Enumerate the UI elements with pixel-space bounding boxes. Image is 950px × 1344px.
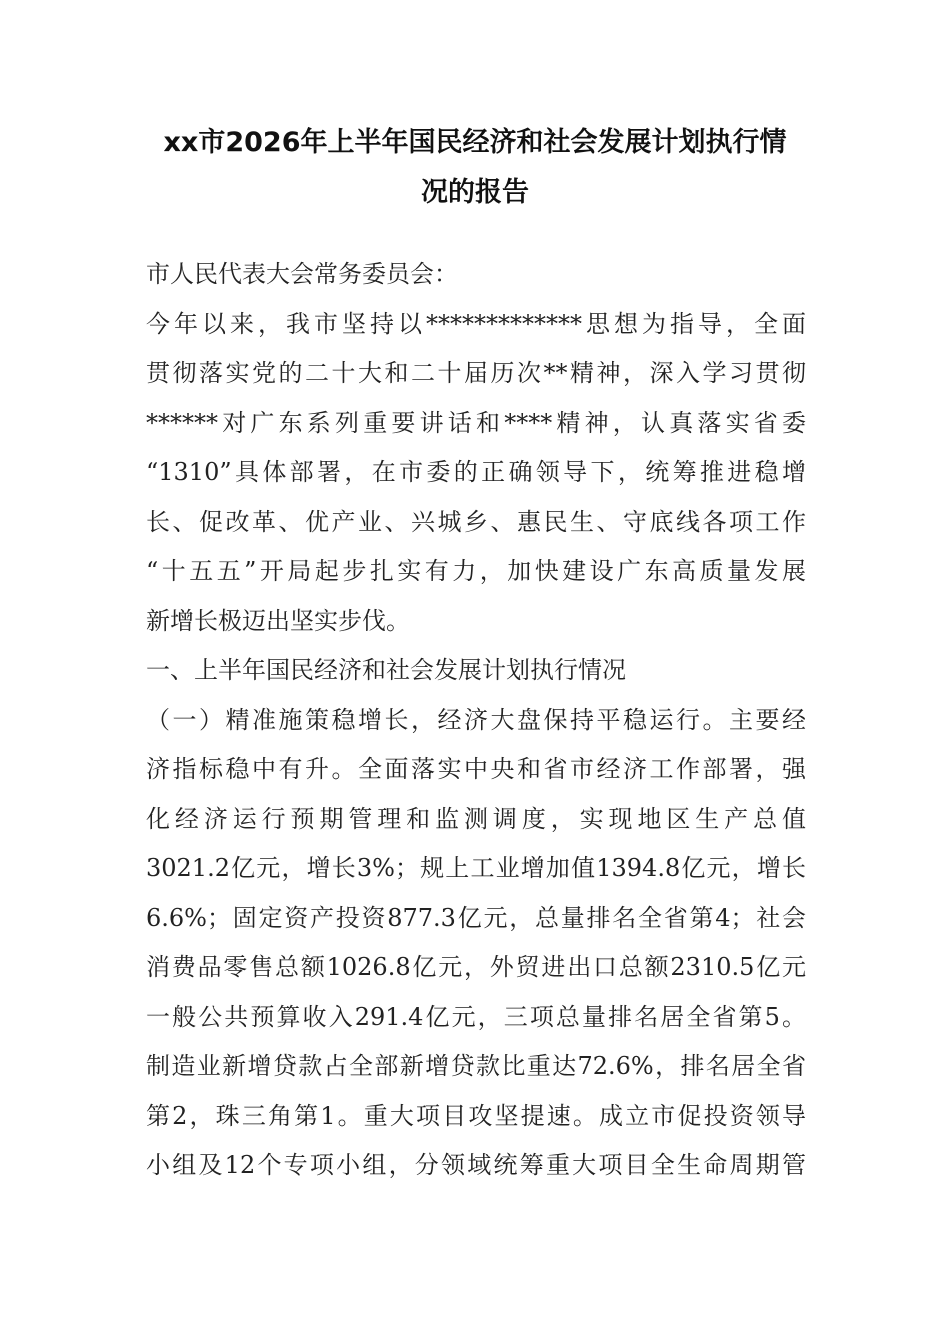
paragraph-line: 一般公共预算收入291.4亿元，三项总量排名居全省第5。 (146, 1002, 806, 1031)
salutation: 市人民代表大会常务委员会： (146, 260, 458, 288)
paragraph-line: 小组及12个专项小组，分领域统筹重大项目全生命周期管 (146, 1151, 806, 1179)
paragraph-line: 消费品零售总额1026.8亿元，外贸进出口总额2310.5亿元 (146, 953, 806, 981)
paragraph-line: ******对广东系列重要讲话和****精神，认真落实省委 (146, 408, 806, 437)
title-line-2: 况的报告 (421, 177, 529, 208)
paragraph-line: （一）精准施策稳增长，经济大盘保持平稳运行。主要经 (146, 705, 806, 734)
paragraph-line: 制造业新增贷款占全部新增贷款比重达72.6%，排名居全省 (146, 1052, 806, 1080)
document-body (146, 250, 806, 1191)
paragraph-line: 济指标稳中有升。全面落实中央和省市经济工作部署，强 (146, 755, 806, 783)
document-title (130, 118, 820, 218)
paragraph-line: 6.6%；固定资产投资877.3亿元，总量排名全省第4；社会 (146, 903, 806, 932)
paragraph-line: 第2，珠三角第1。重大项目攻坚提速。成立市促投资领导 (146, 1101, 806, 1130)
paragraph-line: 新增长极迈出坚实步伐。 (146, 606, 410, 635)
paragraph-line: “十五五”开局起步扎实有力，加快建设广东高质量发展 (146, 557, 806, 585)
paragraph-line: 贯彻落实党的二十大和二十届历次**精神，深入学习贯彻 (146, 359, 806, 387)
paragraph-line: “1310”具体部署，在市委的正确领导下，统筹推进稳增 (146, 458, 806, 486)
title-line-1: xx市2026年上半年国民经济和社会发展计划执行情 (163, 127, 787, 158)
paragraph-line: 3021.2亿元，增长3%；规上工业增加值1394.8亿元，增长 (146, 854, 806, 882)
section-heading: 一、上半年国民经济和社会发展计划执行情况 (146, 656, 626, 684)
paragraph-line: 长、促改革、优产业、兴城乡、惠民生、守底线各项工作 (146, 507, 806, 536)
paragraph-line: 今年以来，我市坚持以*************思想为指导，全面 (146, 309, 806, 338)
paragraph-line: 化经济运行预期管理和监测调度，实现地区生产总值 (146, 804, 806, 833)
